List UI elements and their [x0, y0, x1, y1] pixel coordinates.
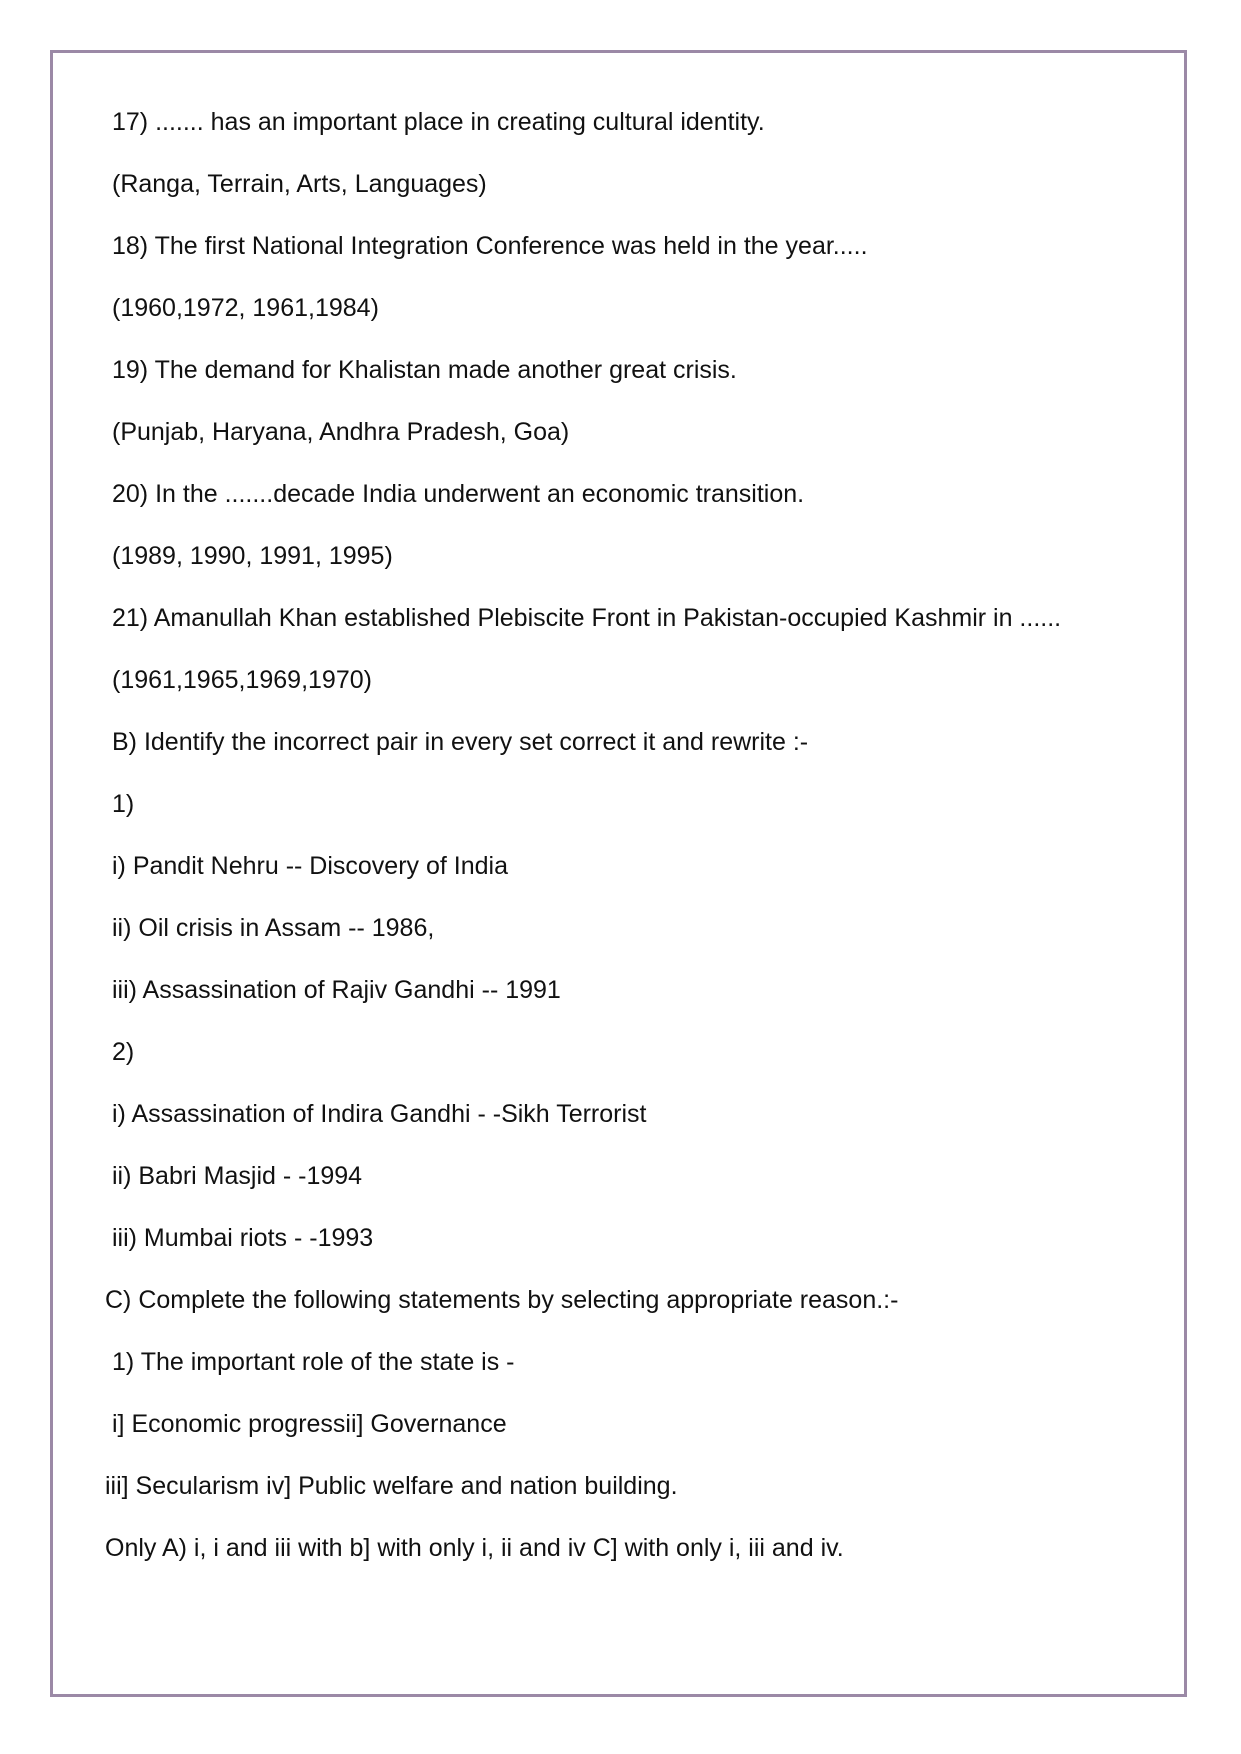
section-c-options-b: iii] Secularism iv] Public welfare and nation building. — [105, 1472, 678, 1500]
section-b-heading: B) Identify the incorrect pair in every set correct it and rewrite :- — [112, 728, 809, 756]
set-2-label: 2) — [112, 1038, 135, 1066]
set-1-pair-ii: ii) Oil crisis in Assam -- 1986, — [112, 914, 435, 942]
section-c-question-1: 1) The important role of the state is - — [112, 1348, 515, 1376]
question-19: 19) The demand for Khalistan made another great crisis. — [112, 356, 737, 384]
section-c-answer-choices: Only A) i, i and iii with b] with only i, ii and iv C] with only i, iii and iv. — [105, 1534, 844, 1562]
question-17-options: (Ranga, Terrain, Arts, Languages) — [112, 170, 487, 198]
question-17: 17) ....... has an important place in creating cultural identity. — [112, 108, 765, 136]
set-1-pair-iii: iii) Assassination of Rajiv Gandhi -- 1991 — [112, 976, 561, 1004]
question-19-options: (Punjab, Haryana, Andhra Pradesh, Goa) — [112, 418, 570, 446]
set-2-pair-i: i) Assassination of Indira Gandhi - -Sikh Terrorist — [112, 1100, 647, 1128]
question-21-options: (1961,1965,1969,1970) — [112, 666, 372, 694]
section-c-options-a: i] Economic progressii] Governance — [112, 1410, 507, 1438]
section-c-heading: C) Complete the following statements by selecting appropriate reason.:- — [105, 1286, 899, 1314]
question-18: 18) The first National Integration Conference was held in the year..... — [112, 232, 868, 260]
question-21: 21) Amanullah Khan established Plebiscite Front in Pakistan-occupied Kashmir in ...... — [112, 604, 1062, 632]
set-2-pair-ii: ii) Babri Masjid - -1994 — [112, 1162, 363, 1190]
question-20-options: (1989, 1990, 1991, 1995) — [112, 542, 393, 570]
question-20: 20) In the .......decade India underwent an economic transition. — [112, 480, 805, 508]
set-1-label: 1) — [112, 790, 135, 818]
set-2-pair-iii: iii) Mumbai riots - -1993 — [112, 1224, 374, 1252]
question-18-options: (1960,1972, 1961,1984) — [112, 294, 379, 322]
set-1-pair-i: i) Pandit Nehru -- Discovery of India — [112, 852, 508, 880]
